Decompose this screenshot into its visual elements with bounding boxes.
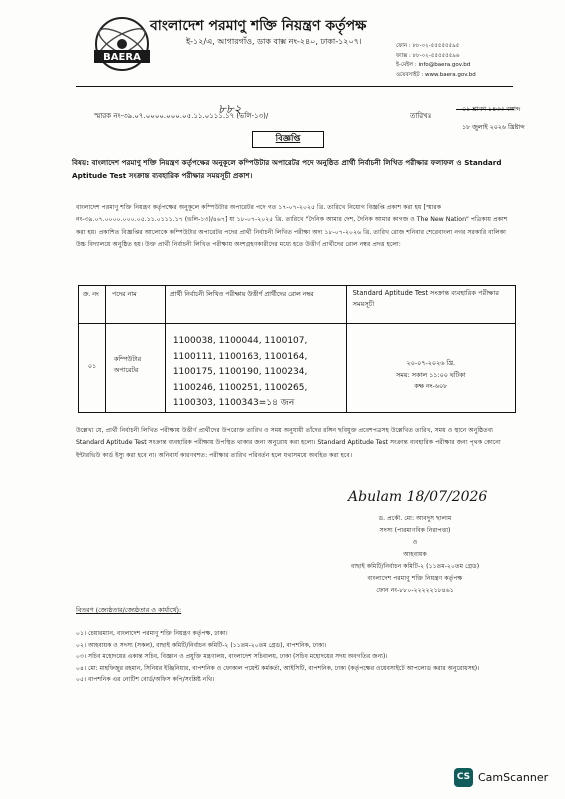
schedule-time: সময়: সকাল ১১:০০ ঘটিকা — [396, 370, 466, 379]
header-serial: ক্র. নং — [79, 286, 106, 324]
roll-line: 1100111, 1100163, 1100164, — [172, 351, 308, 362]
contact-email: ই-মেইল : info@baera.gov.bd — [396, 62, 471, 69]
signatory-designation: সদস্য (পারমাণবিক নিরাপত্তা) — [379, 527, 451, 534]
logo-text: BAERA — [103, 52, 141, 63]
roll-line: 1100246, 1100251, 1100265, — [172, 382, 308, 393]
intro-paragraph: বাংলাদেশ পরমাণু শক্তি নিয়ন্ত্রণ কর্তৃপক্ষের অনুকূলে কম্পিউটার অপারেটর পদে গত ১৭-০৭-২০২৫ খ্রি. তারিখে নিয়োগ বিজ্ঞপ্তি প্রকাশ করা হয় [স্মারক নং-৩৯.০৭.০০০০.০০০.০৫.১১.০১১১.১৭ (ভলি-১৩)/৪৬৭] যা ১৮-০৭-২০২৫ খ্রি. তারিখে "দৈনিক আমার দেশ, দৈনিক আমার কাগজ ও The New Nation" পত্রিকায় প্রকাশ করা হয়। প্রকাশিত বিজ্ঞপ্তির আলোকে কম্পিউটার অপারেটর পদের প্রার্থী নির্বাচনী লিখিত পরীক্ষা অদ্য ১৮-০৭-২০২৬ খ্রি. তারিখ রোজ শনিবার শেরেবাংলা নগর সরকারি বালিকা উচ্চ বিদ্যালয়ে অনুষ্ঠিত হয়। উক্ত প্রার্থী নির্বাচনী লিখিত পরীক্ষায় অংশগ্রহণকারীদের মধ্যে হতে উত্তীর্ণ প্রার্থীদের রোল নম্বর প্রদত্ত হলো: — [76, 204, 508, 249]
list-item: ০২। আহবায়ক ও সদস্য (সকল), বাছাই কমিটি/নির্বাচন কমিটি-২ (১১তম-২০তম গ্রেড), বাপশনিক, ঢাকা। — [76, 641, 327, 649]
table-row — [79, 324, 516, 413]
memo-number: স্মারক নং-৩৯.০৭.০০০০.০০০.০৫.১১.০১১১.১৭ (ভলি-১৩)/ — [94, 112, 269, 120]
schedule-date: ২০-০৭-২০২৬ খ্রি. — [406, 359, 456, 367]
contact-phone: ফোন : ৮৮-০২-৫৫৫৫৫৫৯৫ — [396, 43, 460, 49]
signatory-role: আহবায়ক — [403, 551, 427, 558]
notice-title: বিজ্ঞপ্তি — [252, 131, 324, 148]
roll-line: 1100175, 1100190, 1100234, — [172, 367, 308, 377]
signatory-phone: ফোন নং-৮৮০-২২২২২১৮৪৬১ — [376, 587, 454, 594]
date-bangla: ০১ শ্রাবণ ১৪৩৩ বঙ্গাব্দ — [462, 106, 521, 113]
signatory-organization: বাংলাদেশ পরমাণু শক্তি নিয়ন্ত্রণ কর্তৃপক্ষ — [367, 575, 463, 582]
cell-roll-numbers — [165, 324, 346, 413]
cell-serial: ০১ — [79, 324, 106, 413]
instruction-paragraph: উল্লেখ্য যে, প্রার্থী নির্বাচনী লিখিত পরীক্ষায় উত্তীর্ণ প্রার্থীদের উপরোক্ত তারিখ ও সময় অনুযায়ী তাঁদের রঙ্গিন ছবিযুক্ত প্রবেশপত্রসহ উল্লেখিত তারিখ, সময় ও স্থানে অনুষ্ঠিতব্য Standard Aptitude Test সংক্রান্ত ব্যবহারিক পরীক্ষায় উপস্থিত থাকার জন্য অনুরোধ করা হলো। Standard Aptitude Test সংক্রান্ত ব্যবহারিক পরীক্ষার জন্য পৃথক কোনো ইন্টারভিউ কার্ড ইস্যু করা হবে না। অনিবার্য কারণবশত: পরীক্ষার তারিখ পরিবর্তন হলে যথাসময়ে অবহিত করা হবে। — [76, 427, 501, 459]
header-divider — [76, 86, 513, 87]
contact-block — [396, 42, 476, 80]
list-item: ০৪। মো: মাহফিজুর রহমান, সিনিয়র ইঞ্জিনিয়ার, বাপশনিক ও ফোকাল পয়েন্ট কর্মকর্তা, আইসিটি, বাপশনিক, ঢাকা (কর্তৃপক্ষের ওয়েবসাইটে আপলোড করার অনুরোধসহ)। — [76, 664, 480, 672]
list-item: ০৩। সচিব মহোদয়ের একান্ত সচিব, বিজ্ঞান ও প্রযুক্তি মন্ত্রণালয়, বাংলাদেশ সচিবালয়, ঢাকা (সচিব মহোদয়ের সদয় অবগতির জন্য)। — [76, 653, 388, 660]
signatory-conjunction: ও — [412, 539, 418, 546]
header-post: পদের নাম — [105, 286, 165, 324]
memo-handwritten-number: ৮৮২ — [218, 102, 242, 116]
organization-address: ই-১২/এ, আগারগাঁও, ডাক বাক্স নং-২৪০, ঢাকা-১২০৭। — [186, 37, 362, 46]
contact-website: ওয়েবসাইট : www.baera.gov.bd — [396, 71, 476, 78]
signature-scribble: Abulam 18/07/2026 — [348, 489, 488, 505]
list-item: ০১। চেয়ারম্যান, বাংলাদেশ পরমাণু শক্তি নিয়ন্ত্রণ কর্তৃপক্ষ, ঢাকা। — [76, 630, 228, 637]
signatory-committee: বাছাই কমিটি/নির্বাচন কমিটি-২ (১১তম-২০তম গ্রেড) — [350, 563, 480, 570]
schedule-room: কক্ষ নং-৬০৮ — [414, 382, 448, 391]
table-header-row — [79, 286, 516, 324]
cell-post: কম্পিউটার অপারেটর — [105, 324, 165, 413]
cell-schedule — [346, 324, 515, 413]
subject-line: বিষয়: বাংলাদেশ পরমাণু শক্তি নিয়ন্ত্রণ কর্তৃপক্ষের অনুকূলে কম্পিউটার অপারেটর পদে অনুষ্ঠিত প্রার্থী নির্বাচনী লিখিত পরীক্ষার ফলাফল ও Standard Aptitude Test সংক্রান্ত ব্যবহারিক পরীক্ষার সময়সূচী প্রকাশ। — [72, 158, 502, 180]
date-separator — [456, 109, 514, 110]
date-english: ১৮ জুলাই ২০২৬ খ্রিষ্টাব্দ — [462, 124, 525, 131]
organization-name: বাংলাদেশ পরমাণু শক্তি নিয়ন্ত্রণ কর্তৃপক্ষ — [150, 18, 367, 34]
camscanner-logo-icon: CS — [454, 768, 473, 787]
roll-line: 1100038, 1100044, 1100107, — [172, 336, 308, 346]
memo-dates — [462, 101, 525, 137]
signatory-name: ড. প্রকৌ. মো: আবদুস ছালাম — [378, 515, 452, 522]
camscanner-watermark: CamScanner — [478, 771, 549, 784]
distribution-title: বিতরণ (জ্যেষ্ঠতার/জ্যেষ্ঠতার ও কার্যার্থে): — [76, 606, 182, 614]
contact-fax: ফ্যাক্স : ৮৮-০২-৫৫৫৫৫৫৯৬ — [396, 52, 460, 59]
list-item: ০৫। বাপশনিক এর নোটিশ বোর্ড/অফিস কপি/সংশ্লিষ্ট নথি। — [76, 676, 215, 683]
roll-line: 1100303, 1100343=১৪ জন — [172, 398, 295, 408]
header-rolls: প্রার্থী নির্বাচনী লিখিত পরীক্ষায় উত্তীর্ণ প্রার্থীদের রোল নম্বর — [165, 286, 346, 324]
baera-logo — [92, 14, 152, 78]
date-label: তারিখঃ — [410, 112, 432, 120]
header-schedule: Standard Aptitude Test সংক্রান্ত ব্যবহারিক পরীক্ষার সময়সূচী — [346, 286, 515, 324]
result-table — [78, 285, 516, 413]
distribution-list — [76, 628, 520, 686]
